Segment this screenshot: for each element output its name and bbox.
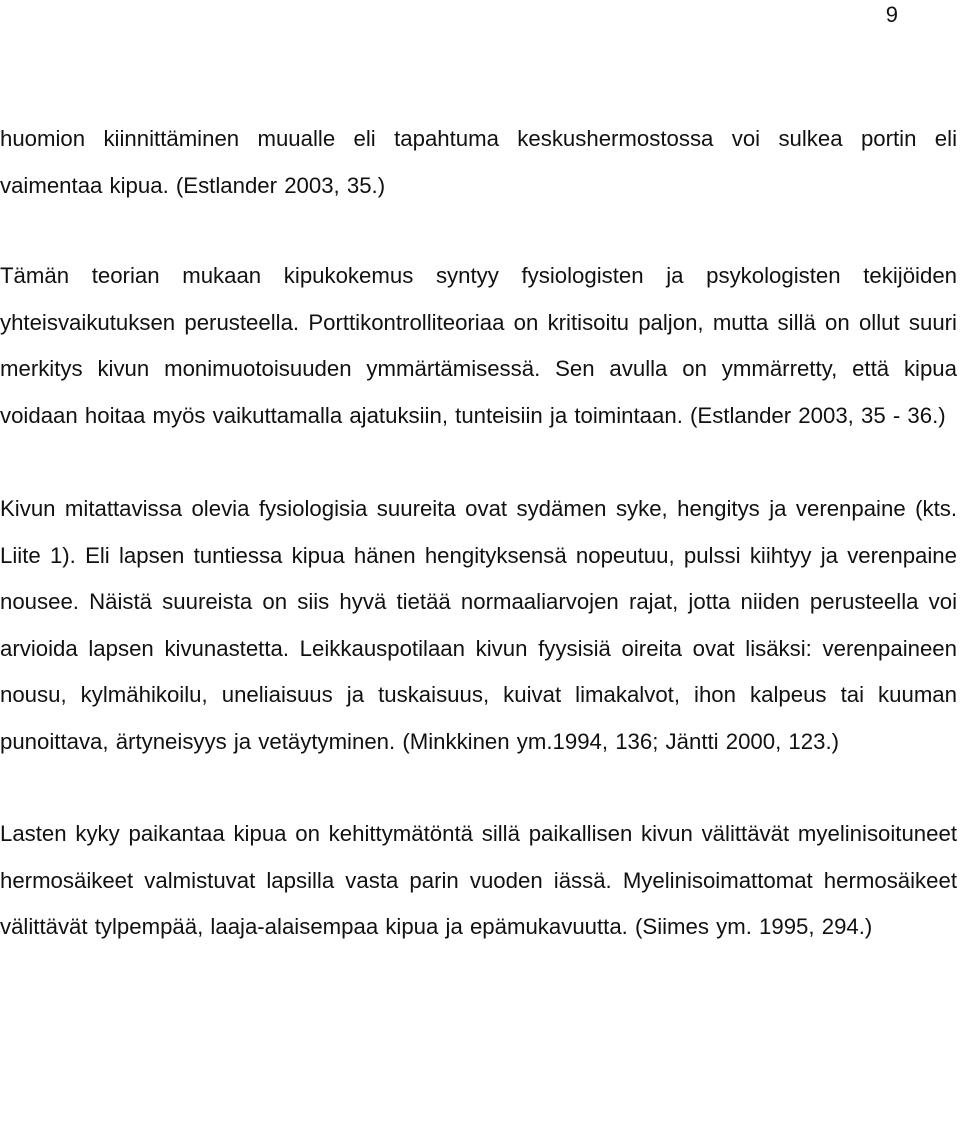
paragraph-theory-summary: Tämän teorian mukaan kipukokemus syntyy fysiologisten ja psykologisten tekijöiden yhteisvaikutuksen perusteella. Porttikontrolliteoriaa on kritisoitu paljon, mutta sillä on ollut suuri merkitys kivun monimuotoisuuden ymmärtämisessä. Sen avulla on ymmärretty, että kipua voidaan hoitaa myös vaikuttamalla ajatuksiin, tunteisiin ja toimintaan. (Estlander 2003, 35 - 36.) — [0, 263, 957, 428]
paragraph-physiological-measures: Kivun mitattavissa olevia fysiologisia suureita ovat sydämen syke, hengitys ja verenpaine (kts. Liite 1). Eli lapsen tuntiessa kipua hänen hengityksensä nopeutuu, pulssi kiihtyy ja verenpaine nousee. Näistä suureista on siis hyvä tietää normaaliarvojen rajat, jotta niiden perusteella voi arvioida lapsen kivunastetta. Leikkauspotilaan kivun fyysisiä oireita ovat lisäksi: verenpaineen nousu, kylmähikoilu, uneliaisuus ja tuskaisuus, kuivat limakalvot, ihon kalpeus tai kuuman punoittava, ärtyneisyys ja vetäytyminen. (Minkkinen ym.1994, 136; Jäntti 2000, 123.) — [0, 496, 957, 754]
paragraph-spacer — [0, 439, 957, 486]
paragraph-spacer — [0, 765, 957, 811]
document-body — [0, 116, 957, 951]
paragraph-child-pain-localization: Lasten kyky paikantaa kipua on kehittymätöntä sillä paikallisen kivun välittävät myelinisoituneet hermosäikeet valmistuvat lapsilla vasta parin vuoden iässä. Myelinisoimattomat hermosäikeet välittävät tylpempää, laaja-alaisempaa kipua ja epämukavuutta. (Siimes ym. 1995, 294.) — [0, 821, 957, 939]
paragraph-gate-control-conclusion: huomion kiinnittäminen muualle eli tapahtuma keskushermostossa voi sulkea portin eli vaimentaa kipua. (Estlander 2003, 35.) — [0, 126, 957, 198]
page-number: 9 — [885, 2, 898, 27]
paragraph-spacer — [0, 209, 957, 253]
